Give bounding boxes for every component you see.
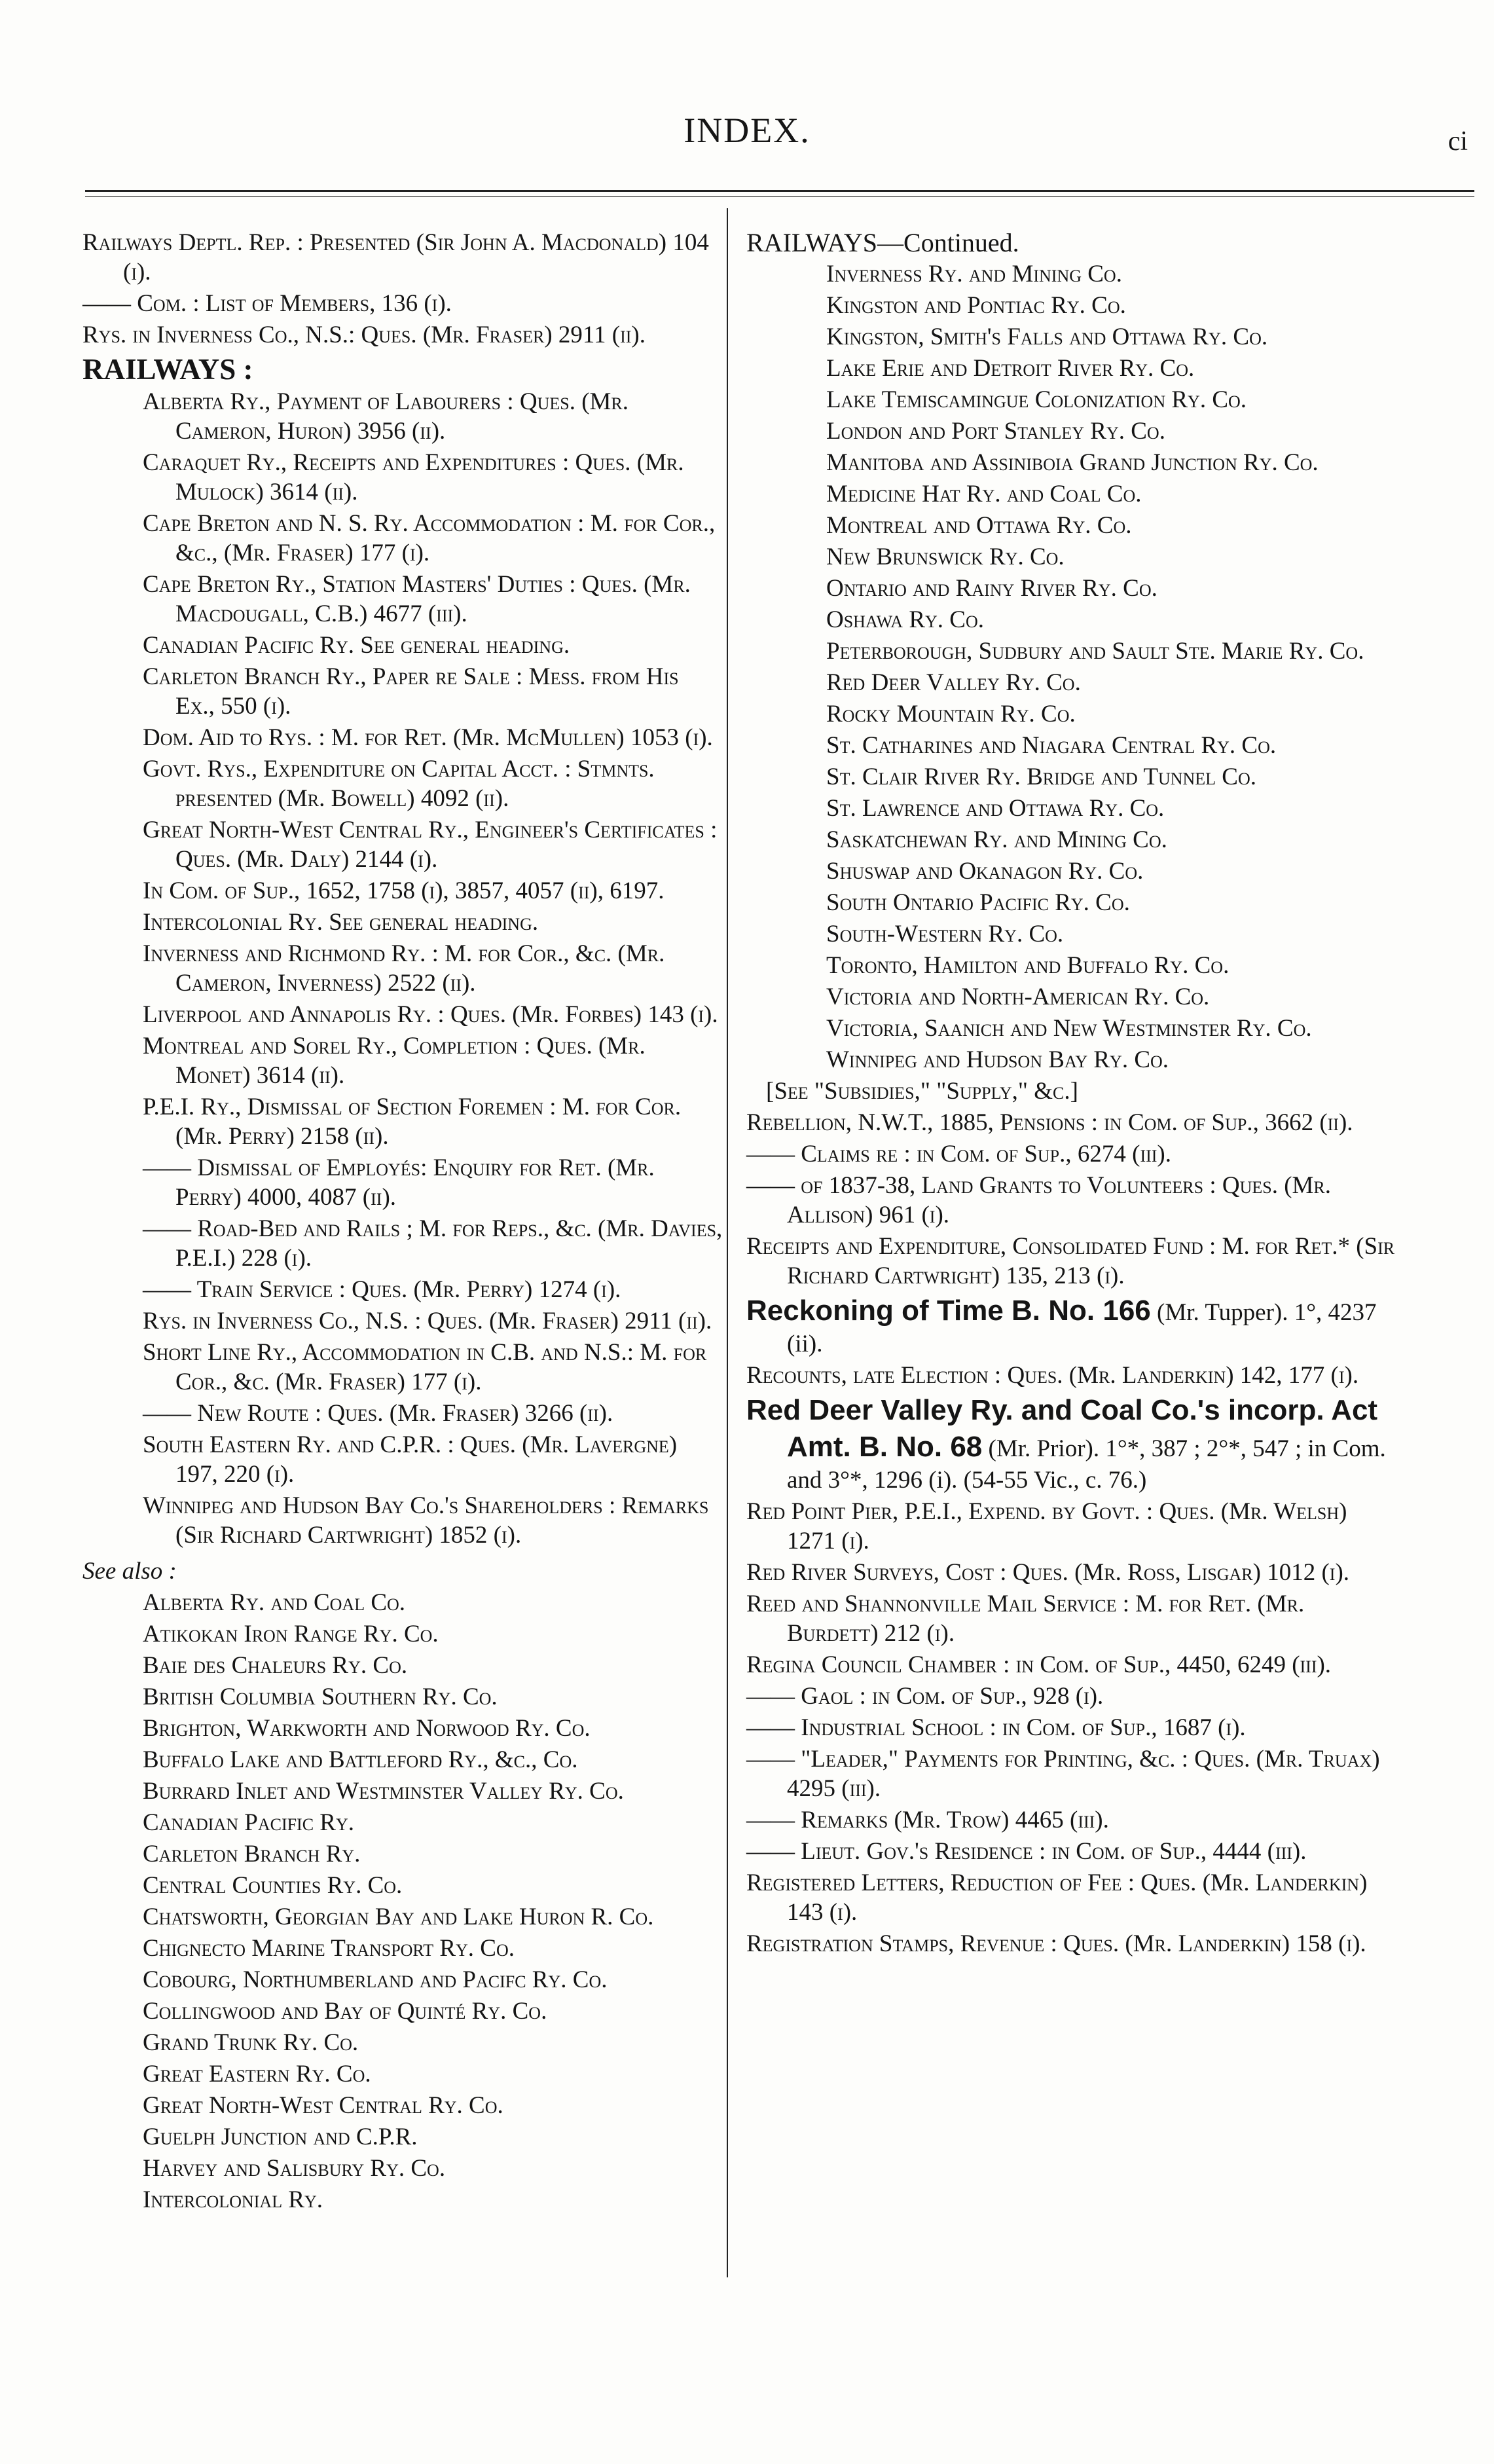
page-number: ci [1448, 126, 1468, 156]
railways-entry: Montreal and Sorel Ry., Completion : Ques. (Mr. Monet) 3614 (ii). [143, 1033, 646, 1089]
railways-entry: P.E.I. Ry., Dismissal of Section Foremen : M. for Cor. (Mr. Perry) 2158 (ii). [143, 1094, 682, 1150]
railways-entry: Cape Breton Ry., Station Masters' Duties : Ques. (Mr. Macdougall, C.B.) 4677 (iii). [143, 571, 691, 627]
railways-entry: Dom. Aid to Rys. : M. for Ret. (Mr. McMullen) 1053 (i). [143, 724, 713, 751]
railways-entry: Great North-West Central Ry., Engineer's Certificates : Ques. (Mr. Daly) 2144 (i). [143, 817, 718, 873]
continued-item: Lake Erie and Detroit River Ry. Co. [826, 355, 1195, 382]
index-entry: —— Gaol : in Com. of Sup., 928 (i). [746, 1683, 1104, 1710]
railways-entry: Winnipeg and Hudson Bay Co.'s Shareholders : Remarks (Sir Richard Cartwright) 1852 (i). [143, 1492, 709, 1549]
railways-entry: In Com. of Sup., 1652, 1758 (i), 3857, 4057 (ii), 6197. [143, 877, 665, 904]
railways-entry: —— New Route : Ques. (Mr. Fraser) 3266 (ii). [143, 1400, 613, 1427]
railways-entry: Rys. in Inverness Co., N.S. : Ques. (Mr. Fraser) 2911 (ii). [143, 1308, 712, 1334]
bill-title: Red Deer Valley Ry. and Coal Co.'s incorp. Act Amt. B. No. 68 [746, 1394, 1378, 1463]
railways-entry: Alberta Ry., Payment of Labourers : Ques. (Mr. Cameron, Huron) 3956 (ii). [143, 388, 629, 445]
continued-item: Lake Temiscamingue Colonization Ry. Co. [826, 386, 1247, 413]
continued-item: Oshawa Ry. Co. [826, 606, 984, 633]
railways-entry: Short Line Ry., Accommodation in C.B. and N.S.: M. for Cor., &c. (Mr. Fraser) 177 (i). [143, 1339, 707, 1395]
see-also-item: Alberta Ry. and Coal Co. [143, 1589, 406, 1616]
index-entry: —— Industrial School : in Com. of Sup., 1687 (i). [746, 1714, 1246, 1741]
index-entry: Rebellion, N.W.T., 1885, Pensions : in Com. of Sup., 3662 (ii). [746, 1109, 1353, 1136]
section-heading: RAILWAYS : [82, 353, 253, 386]
continued-item: Kingston, Smith's Falls and Ottawa Ry. Co. [826, 323, 1268, 350]
continued-item: South-Western Ry. Co. [826, 921, 1064, 947]
bill-title: Reckoning of Time B. No. 166 [746, 1295, 1151, 1327]
index-entry: —— "Leader," Payments for Printing, &c. : Ques. (Mr. Truax) 4295 (iii). [746, 1746, 1380, 1802]
see-also-item: Central Counties Ry. Co. [143, 1872, 403, 1899]
continued-heading: RAILWAYS—Continued. [746, 228, 1019, 257]
continued-item: Shuswap and Okanagon Ry. Co. [826, 858, 1144, 885]
index-entry: —— Com. : List of Members, 136 (i). [82, 290, 452, 317]
see-also-label: See also : [82, 1558, 177, 1585]
continued-item: St. Clair River Ry. Bridge and Tunnel Co. [826, 763, 1257, 790]
see-also-item: Chatsworth, Georgian Bay and Lake Huron R. Co. [143, 1903, 654, 1930]
index-entry: Railways Deptl. Rep. : Presented (Sir John A. Macdonald) 104 (i). [82, 229, 709, 285]
see-also-item: Carleton Branch Ry. [143, 1841, 361, 1867]
index-entry: —— Claims re : in Com. of Sup., 6274 (iii). [746, 1141, 1172, 1168]
index-entry: Recounts, late Election : Ques. (Mr. Landerkin) 142, 177 (i). [746, 1362, 1359, 1389]
continued-item: Manitoba and Assiniboia Grand Junction Ry. Co. [826, 449, 1319, 476]
see-also-item: Canadian Pacific Ry. [143, 1809, 355, 1836]
continued-list [826, 259, 1401, 1075]
column-divider [727, 208, 728, 2277]
continued-item: Victoria and North-American Ry. Co. [826, 984, 1210, 1010]
see-also-item: Cobourg, Northumberland and Pacifc Ry. Co. [143, 1966, 608, 1993]
continued-item: Victoria, Saanich and New Westminster Ry. Co. [826, 1015, 1312, 1042]
see-also-item: British Columbia Southern Ry. Co. [143, 1683, 498, 1710]
continued-item: Medicine Hat Ry. and Coal Co. [826, 481, 1142, 507]
see-also-item: Baie des Chaleurs Ry. Co. [143, 1652, 408, 1679]
see-also-item: Atikokan Iron Range Ry. Co. [143, 1621, 439, 1647]
page-title: INDEX. [683, 111, 811, 150]
index-entry: —— Lieut. Gov.'s Residence : in Com. of Sup., 4444 (iii). [746, 1838, 1307, 1865]
left-column [82, 228, 723, 2216]
index-entry: —— of 1837-38, Land Grants to Volunteers : Ques. (Mr. Allison) 961 (i). [746, 1172, 1332, 1228]
right-column [746, 228, 1401, 1960]
index-entry: Registered Letters, Reduction of Fee : Ques. (Mr. Landerkin) 143 (i). [746, 1869, 1368, 1926]
index-entry-bill [746, 1293, 1401, 1359]
index-entry-bill [746, 1392, 1401, 1495]
railways-entry: —— Train Service : Ques. (Mr. Perry) 1274 (i). [143, 1276, 621, 1303]
see-also-item: Great Eastern Ry. Co. [143, 2061, 371, 2087]
continued-item: Saskatchewan Ry. and Mining Co. [826, 826, 1167, 853]
see-also-item: Brighton, Warkworth and Norwood Ry. Co. [143, 1715, 591, 1742]
railways-entry: Caraquet Ry., Receipts and Expenditures : Ques. (Mr. Mulock) 3614 (ii). [143, 449, 684, 506]
see-also-item: Chignecto Marine Transport Ry. Co. [143, 1935, 515, 1962]
continued-item: Toronto, Hamilton and Buffalo Ry. Co. [826, 952, 1230, 979]
continued-item: Winnipeg and Hudson Bay Ry. Co. [826, 1046, 1169, 1073]
railways-entry: South Eastern Ry. and C.P.R. : Ques. (Mr. Lavergne) 197, 220 (i). [143, 1431, 678, 1488]
index-entry: —— Remarks (Mr. Trow) 4465 (iii). [746, 1807, 1109, 1833]
continued-item: London and Port Stanley Ry. Co. [826, 418, 1165, 445]
railways-entry: Govt. Rys., Expenditure on Capital Acct. : Stmnts. presented (Mr. Bowell) 4092 (ii). [143, 756, 655, 812]
see-also-item: Harvey and Salisbury Ry. Co. [143, 2155, 446, 2182]
continued-item: Rocky Mountain Ry. Co. [826, 701, 1076, 727]
railways-entry: Inverness and Richmond Ry. : M. for Cor., &c. (Mr. Cameron, Inverness) 2522 (ii). [143, 940, 665, 997]
railways-entry: Canadian Pacific Ry. See general heading. [143, 632, 570, 659]
see-also-item: Burrard Inlet and Westminster Valley Ry. Co. [143, 1778, 624, 1805]
railways-entry: —— Dismissal of Employés: Enquiry for Ret. (Mr. Perry) 4000, 4087 (ii). [143, 1154, 655, 1211]
header-rule-thick [85, 190, 1474, 192]
railways-entry: Liverpool and Annapolis Ry. : Ques. (Mr. Forbes) 143 (i). [143, 1001, 718, 1028]
see-note: [See "Subsidies," "Supply," &c.] [766, 1078, 1078, 1105]
railways-entry: Intercolonial Ry. See general heading. [143, 909, 539, 936]
continued-item: Montreal and Ottawa Ry. Co. [826, 512, 1132, 539]
continued-item: Red Deer Valley Ry. Co. [826, 669, 1081, 696]
railways-entry: Cape Breton and N. S. Ry. Accommodation : M. for Cor., &c., (Mr. Fraser) 177 (i). [143, 510, 716, 566]
continued-item: New Brunswick Ry. Co. [826, 543, 1065, 570]
see-also-list [143, 1588, 723, 2215]
right-entries [746, 1108, 1401, 1291]
railways-entry: Carleton Branch Ry., Paper re Sale : Mess. from His Ex., 550 (i). [143, 663, 679, 720]
continued-item: St. Catharines and Niagara Central Ry. Co. [826, 732, 1277, 759]
continued-item: Peterborough, Sudbury and Sault Ste. Marie Ry. Co. [826, 638, 1364, 665]
see-also-item: Buffalo Lake and Battleford Ry., &c., Co. [143, 1746, 578, 1773]
index-entry: Regina Council Chamber : in Com. of Sup., 4450, 6249 (iii). [746, 1651, 1332, 1678]
railways-entry: —— Road-Bed and Rails ; M. for Reps., &c. (Mr. Davies, P.E.I.) 228 (i). [143, 1215, 723, 1272]
continued-item: St. Lawrence and Ottawa Ry. Co. [826, 795, 1165, 822]
see-also-item: Grand Trunk Ry. Co. [143, 2029, 359, 2056]
index-entry: Reed and Shannonville Mail Service : M. for Ret. (Mr. Burdett) 212 (i). [746, 1591, 1305, 1647]
continued-item: South Ontario Pacific Ry. Co. [826, 889, 1130, 916]
continued-item: Inverness Ry. and Mining Co. [826, 261, 1122, 287]
continued-item: Ontario and Rainy River Ry. Co. [826, 575, 1157, 602]
bill-details: (Mr. Tupper). 1°, 4237 (ii). [787, 1299, 1377, 1357]
right-entries-2 [746, 1497, 1401, 1958]
see-also-item: Collingwood and Bay of Quinté Ry. Co. [143, 1998, 547, 2025]
index-entry: Red Point Pier, P.E.I., Expend. by Govt. : Ques. (Mr. Welsh) 1271 (i). [746, 1498, 1347, 1554]
see-also-item: Guelph Junction and C.P.R. [143, 2124, 418, 2150]
index-entry: Registration Stamps, Revenue : Ques. (Mr. Landerkin) 158 (i). [746, 1930, 1366, 1957]
see-also-item: Intercolonial Ry. [143, 2186, 323, 2213]
index-entry: Receipts and Expenditure, Consolidated Fund : M. for Ret.* (Sir Richard Cartwright) 135, 213 (i). [746, 1233, 1395, 1289]
railways-entries [82, 387, 723, 1550]
index-entry: Rys. in Inverness Co., N.S.: Ques. (Mr. Fraser) 2911 (ii). [82, 322, 646, 348]
continued-item: Kingston and Pontiac Ry. Co. [826, 292, 1126, 319]
index-entry: Red River Surveys, Cost : Ques. (Mr. Ross, Lisgar) 1012 (i). [746, 1559, 1350, 1586]
bill-details: (Mr. Prior). 1°*, 387 ; 2°*, 547 ; in Com. and 3°*, 1296 (i). (54-55 Vic., c. 76.) [787, 1435, 1386, 1494]
see-also-item: Great North-West Central Ry. Co. [143, 2092, 503, 2119]
header-rule-thin [85, 196, 1474, 197]
